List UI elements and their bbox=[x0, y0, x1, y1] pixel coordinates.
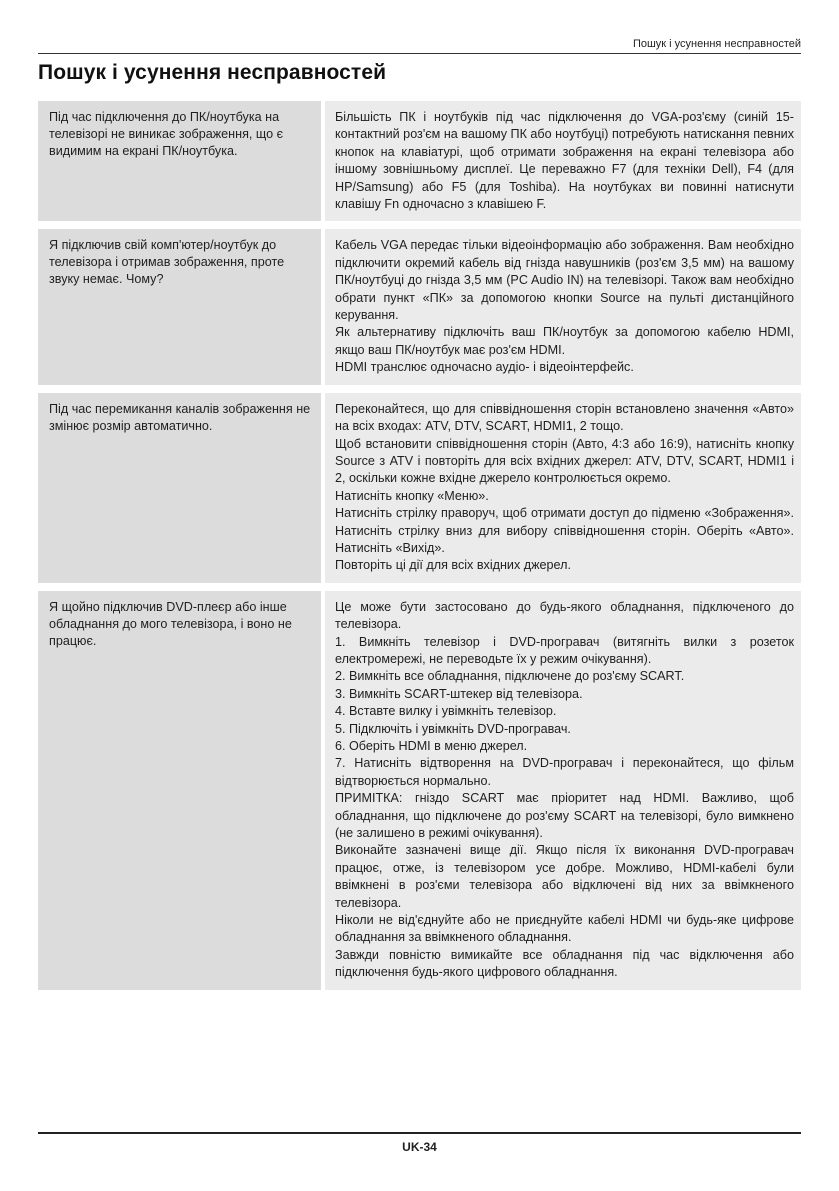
faq-question: Під час перемикання каналів зображення не змінює розмір автоматично. bbox=[38, 393, 321, 583]
faq-answer-paragraph: Переконайтеся, що для співвідношення сторін встановлено значення «Авто» на всіх входах: ATV, DTV, SCART, HDMI1, 2 тощо. bbox=[335, 401, 794, 434]
faq-answer-paragraph: Більшість ПК і ноутбуків під час підключення до VGA-роз'єму (синій 15-контактний роз'єм на вашому ПК або ноутбуці) потребують натискання певних кнопок на клавіатурі, щоб отримати зображення на екрані телевізора або іншому зовнішньому дисплеї. Це переважно F7 (для техніки Dell), F4 (для HP/Samsung) або F5 (для Toshiba). На ноутбуках ви повинні натиснути клавішу Fn одночасно з клавішею F. bbox=[335, 110, 794, 212]
faq-question: Я щойно підключив DVD-плеєр або інше обладнання до мого телевізора, і воно не працює. bbox=[38, 591, 321, 990]
faq-answer-paragraph: Натисніть кнопку «Меню». bbox=[335, 488, 489, 503]
faq-answer-paragraph: Натисніть стрілку праворуч, щоб отримати доступ до підменю «Зображення». Натисніть стрілку вниз для вибору співвідношення сторін. Оберіть «Авто». Натисніть «Вихід». bbox=[335, 506, 794, 555]
running-header: Пошук і усунення несправностей bbox=[632, 38, 801, 50]
page-title: Пошук і усунення несправностей bbox=[38, 61, 387, 84]
faq-answer-paragraph: Ніколи не від'єднуйте або не приєднуйте кабелі HDMI чи будь-яке цифрове обладнання за ввімкненого обладнання. bbox=[335, 913, 794, 945]
faq-answer-paragraph: 6. Оберіть HDMI в меню джерел. bbox=[335, 739, 528, 753]
faq-answer-paragraph: Виконайте зазначені вище дії. Якщо після їх виконання DVD-програвач працює, отже, із телевізором усе добре. Можливо, HDMI-кабелі були ввімкнені в роз'єми телевізора або відключені від них за ввімкненого телевізора. bbox=[335, 843, 794, 910]
faq-answer bbox=[325, 229, 801, 384]
faq-answer-paragraph: HDMI транслює одночасно аудіо- і відеоінтерфейс. bbox=[335, 360, 634, 375]
faq-row bbox=[38, 229, 801, 384]
faq-answer-paragraph: Повторіть ці дії для всіх вхідних джерел. bbox=[335, 558, 571, 573]
faq-answer bbox=[325, 101, 801, 221]
faq-row bbox=[38, 393, 801, 583]
faq-answer bbox=[325, 591, 801, 990]
faq-question: Я підключив свій комп'ютер/ноутбук до телевізора і отримав зображення, проте звуку немає. Чому? bbox=[38, 229, 321, 384]
faq-answer-paragraph: 2. Вимкніть все обладнання, підключене до роз'єму SCART. bbox=[335, 669, 685, 684]
faq-answer-paragraph: Це може бути застосовано до будь-якого обладнання, підключеного до телевізора. bbox=[335, 599, 794, 632]
faq-answer-paragraph: Щоб встановити співвідношення сторін (Авто, 4:3 або 16:9), натисніть кнопку Source з ATV і повторіть для всіх вхідних джерел: ATV, DTV, SCART, HDMI1 і 2, оскільки кожне вхідне джерело контролюється окремо. bbox=[335, 436, 794, 486]
page-number: UK-34 bbox=[402, 1140, 437, 1154]
faq-answer-paragraph: 1. Вимкніть телевізор і DVD-програвач (витягніть вилки з розеток електромережі, не переводьте їх у режим очікування). bbox=[335, 634, 794, 666]
faq-answer-paragraph: 4. Вставте вилку і увімкніть телевізор. bbox=[335, 704, 557, 719]
faq-row bbox=[38, 591, 801, 990]
faq-answer bbox=[325, 393, 801, 583]
faq-question: Під час підключення до ПК/ноутбука на телевізорі не виникає зображення, що є видимим на екрані ПК/ноутбука. bbox=[38, 101, 321, 221]
faq-answer-paragraph: 7. Натисніть відтворення на DVD-програвач і переконайтеся, що фільм відтворюється нормально. bbox=[335, 756, 794, 788]
faq-row bbox=[38, 101, 801, 221]
faq-answer-paragraph: ПРИМІТКА: гніздо SCART має пріоритет над HDMI. Важливо, щоб обладнання, що підключене до роз'єму SCART на телевізорі, було вимкнено (не залишено в режимі очікування). bbox=[335, 791, 794, 841]
faq-answer-paragraph: 3. Вимкніть SCART-штекер від телевізора. bbox=[335, 686, 583, 701]
troubleshooting-table bbox=[38, 101, 801, 990]
faq-answer-paragraph: 5. Підключіть і увімкніть DVD-програвач. bbox=[335, 721, 571, 736]
faq-answer-paragraph: Кабель VGA передає тільки відеоінформацію або зображення. Вам необхідно підключити окремий кабель від гнізда навушників (роз'єм 3,5 мм) на вашому ПК/ноутбуці до гнізда 3,5 мм (PC Audio IN) на телевізорі. Також вам необхідно обрати пункт «ПК» за допомогою кнопки Source на пульті дистанційного керування. bbox=[335, 238, 794, 323]
faq-answer-paragraph: Як альтернативу підключіть ваш ПК/ноутбук за допомогою кабелю HDMI, якщо ваш ПК/ноутбук має роз'єм HDMI. bbox=[335, 325, 794, 357]
footer-divider bbox=[38, 1132, 801, 1134]
header-divider bbox=[38, 53, 801, 54]
faq-answer-paragraph: Завжди повністю вимикайте все обладнання під час відключення або підключення будь-якого цифрового обладнання. bbox=[335, 947, 794, 980]
